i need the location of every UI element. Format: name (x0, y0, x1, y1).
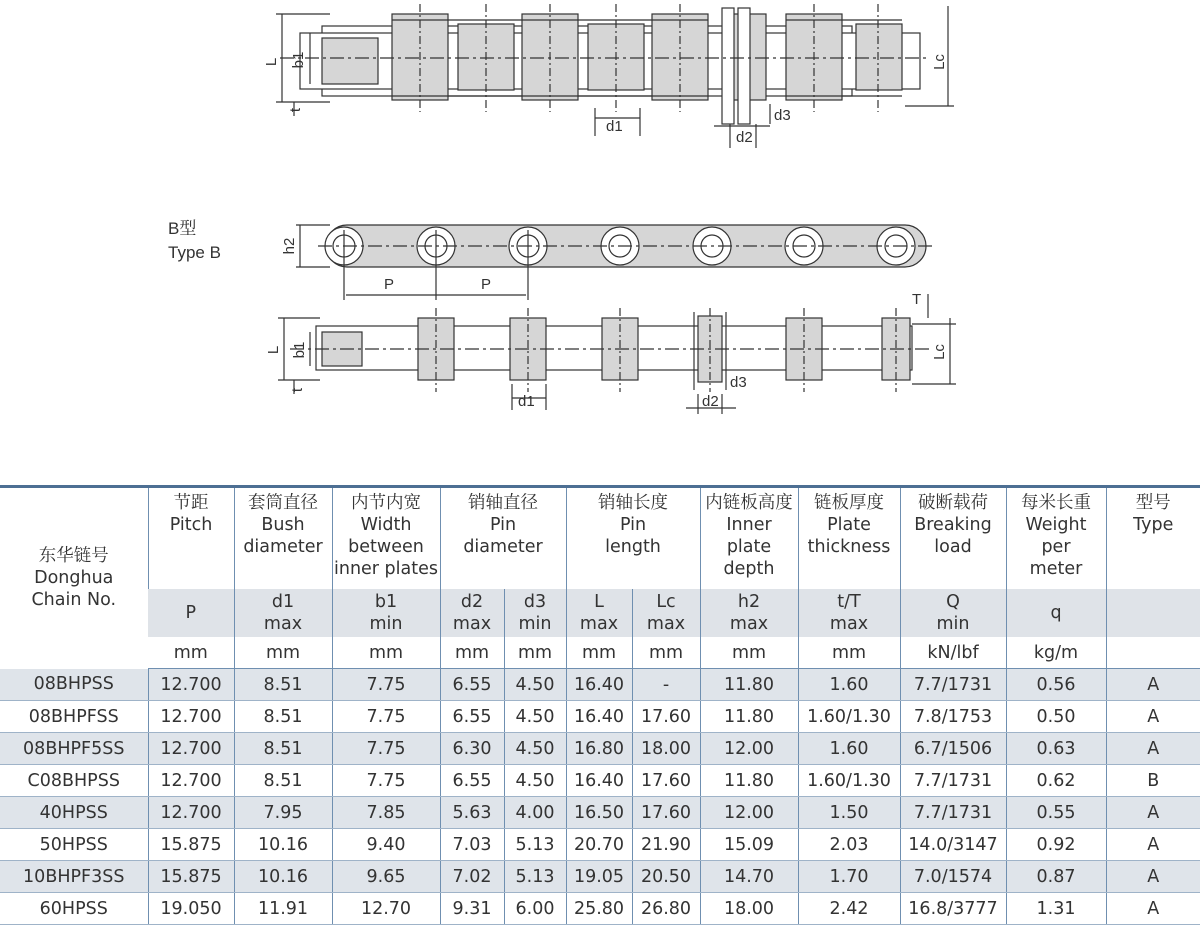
cell-type: A (1106, 829, 1200, 861)
col-inner-width: 内节内宽 Width between inner plates (332, 487, 440, 589)
cell-breaking-load-Q: 7.0/1574 (900, 861, 1006, 893)
cell-plate-h2: 11.80 (700, 765, 798, 797)
cell-thickness-tT: 2.42 (798, 893, 900, 925)
cell-type: A (1106, 797, 1200, 829)
table-row (0, 669, 1200, 701)
cell-pin-Lc: 17.60 (632, 765, 700, 797)
cell-pin-d2: 9.31 (440, 893, 504, 925)
cell-bush-d1: 7.95 (234, 797, 332, 829)
dim-L: L (263, 57, 280, 67)
col-weight-per-meter: 每米长重 Weight per meter (1006, 487, 1106, 589)
cell-weight-q: 0.55 (1006, 797, 1106, 829)
cell-weight-q: 1.31 (1006, 893, 1106, 925)
sym-q: q (1006, 589, 1106, 638)
cell-chain-no: 08BHPSS (0, 669, 148, 701)
sym-h2: h2 max (700, 589, 798, 638)
cell-pin-d3: 6.00 (504, 893, 566, 925)
col-breaking-load: 破断载荷 Breaking load (900, 487, 1006, 589)
header-row-symbols (0, 589, 1200, 638)
table-row (0, 701, 1200, 733)
col-inner-plate-depth: 内链板高度 Inner plate depth (700, 487, 798, 589)
cell-pin-d2: 7.03 (440, 829, 504, 861)
table-row (0, 829, 1200, 861)
dim-t: t (287, 107, 304, 113)
header-row-units (0, 637, 1200, 669)
cell-chain-no: 08BHPF5SS (0, 733, 148, 765)
chain-spec-table (0, 485, 1200, 925)
cell-pin-Lc: 17.60 (632, 701, 700, 733)
col-pin-diameter: 销轴直径 Pin diameter (440, 487, 566, 589)
cell-width-b1: 9.40 (332, 829, 440, 861)
cell-pin-L: 16.50 (566, 797, 632, 829)
dim-d3-b: d3 (730, 374, 747, 391)
cell-breaking-load-Q: 6.7/1506 (900, 733, 1006, 765)
cell-thickness-tT: 2.03 (798, 829, 900, 861)
cell-type: A (1106, 893, 1200, 925)
cell-bush-d1: 10.16 (234, 829, 332, 861)
unit-tT: mm (798, 637, 900, 669)
cell-pitch: 15.875 (148, 829, 234, 861)
dim-h2: h2 (281, 237, 298, 255)
cell-breaking-load-Q: 16.8/3777 (900, 893, 1006, 925)
cell-thickness-tT: 1.60/1.30 (798, 701, 900, 733)
unit-d3: mm (504, 637, 566, 669)
cell-breaking-load-Q: 14.0/3147 (900, 829, 1006, 861)
cell-pitch: 12.700 (148, 701, 234, 733)
cell-pin-L: 16.40 (566, 701, 632, 733)
cell-type: A (1106, 669, 1200, 701)
dim-d3: d3 (774, 107, 791, 124)
type-b-title-cn: B型 (168, 219, 197, 238)
cell-plate-h2: 11.80 (700, 701, 798, 733)
cell-pin-d3: 4.00 (504, 797, 566, 829)
cell-thickness-tT: 1.60 (798, 669, 900, 701)
dim-d2-b: d2 (702, 393, 719, 410)
cell-width-b1: 7.75 (332, 669, 440, 701)
unit-d2: mm (440, 637, 504, 669)
sym-pitch: P (148, 589, 234, 638)
cell-pin-d2: 6.55 (440, 765, 504, 797)
cell-plate-h2: 12.00 (700, 733, 798, 765)
cell-width-b1: 7.85 (332, 797, 440, 829)
unit-q: kg/m (1006, 637, 1106, 669)
dim-b1-b: b1 (291, 341, 308, 359)
cell-chain-no: 08BHPFSS (0, 701, 148, 733)
cell-bush-d1: 8.51 (234, 733, 332, 765)
cell-type: A (1106, 861, 1200, 893)
cell-weight-q: 0.50 (1006, 701, 1106, 733)
cell-chain-no: 60HPSS (0, 893, 148, 925)
cell-pin-d3: 4.50 (504, 701, 566, 733)
cell-plate-h2: 12.00 (700, 797, 798, 829)
cell-weight-q: 0.92 (1006, 829, 1106, 861)
cell-width-b1: 7.75 (332, 701, 440, 733)
cell-pin-Lc: 17.60 (632, 797, 700, 829)
col-pin-length: 销轴长度 Pin length (566, 487, 700, 589)
header-row-names (0, 487, 1200, 589)
sym-tT: t/T max (798, 589, 900, 638)
cell-bush-d1: 8.51 (234, 765, 332, 797)
cell-width-b1: 12.70 (332, 893, 440, 925)
cell-breaking-load-Q: 7.7/1731 (900, 669, 1006, 701)
type-b-title-en: Type B (168, 243, 221, 262)
cell-plate-h2: 18.00 (700, 893, 798, 925)
cell-pin-L: 25.80 (566, 893, 632, 925)
cell-weight-q: 0.63 (1006, 733, 1106, 765)
cell-pin-L: 20.70 (566, 829, 632, 861)
col-type: 型号 Type (1106, 487, 1200, 589)
cell-bush-d1: 10.16 (234, 861, 332, 893)
type-b-top-view (278, 294, 956, 414)
cell-pin-L: 16.80 (566, 733, 632, 765)
sym-d2: d2 max (440, 589, 504, 638)
cell-pin-Lc: 26.80 (632, 893, 700, 925)
dim-d1-b: d1 (518, 393, 535, 410)
unit-width: mm (332, 637, 440, 669)
dim-Lc: Lc (931, 54, 948, 70)
cell-pitch: 15.875 (148, 861, 234, 893)
cell-weight-q: 0.56 (1006, 669, 1106, 701)
sym-d3: d3 min (504, 589, 566, 638)
cell-width-b1: 7.75 (332, 765, 440, 797)
table-row (0, 797, 1200, 829)
cell-pin-Lc: 18.00 (632, 733, 700, 765)
cell-breaking-load-Q: 7.7/1731 (900, 797, 1006, 829)
cell-plate-h2: 15.09 (700, 829, 798, 861)
cell-pin-Lc: - (632, 669, 700, 701)
cell-thickness-tT: 1.60 (798, 733, 900, 765)
cell-pin-L: 19.05 (566, 861, 632, 893)
cell-bush-d1: 11.91 (234, 893, 332, 925)
cell-width-b1: 7.75 (332, 733, 440, 765)
cell-plate-h2: 11.80 (700, 669, 798, 701)
dim-L-b: L (265, 345, 282, 355)
cell-pitch: 12.700 (148, 669, 234, 701)
dim-pitch-1: P (384, 276, 395, 293)
cell-pin-d3: 4.50 (504, 733, 566, 765)
unit-type (1106, 637, 1200, 669)
sym-bush: d1 max (234, 589, 332, 638)
cell-pitch: 12.700 (148, 797, 234, 829)
cell-pitch: 19.050 (148, 893, 234, 925)
cell-type: A (1106, 701, 1200, 733)
cell-pin-d2: 7.02 (440, 861, 504, 893)
unit-Q: kN/lbf (900, 637, 1006, 669)
col-pitch: 节距 Pitch (148, 487, 234, 589)
sym-Q: Q min (900, 589, 1006, 638)
dim-T-b: T (912, 291, 922, 308)
cell-pin-L: 16.40 (566, 765, 632, 797)
cell-pitch: 12.700 (148, 765, 234, 797)
dim-pitch-2: P (481, 276, 492, 293)
table-row (0, 733, 1200, 765)
unit-pitch: mm (148, 637, 234, 669)
sym-L: L max (566, 589, 632, 638)
cell-pin-d2: 6.55 (440, 669, 504, 701)
cell-pin-d2: 6.30 (440, 733, 504, 765)
cell-chain-no: 10BHPF3SS (0, 861, 148, 893)
sym-Lc: Lc max (632, 589, 700, 638)
cell-weight-q: 0.87 (1006, 861, 1106, 893)
cell-thickness-tT: 1.60/1.30 (798, 765, 900, 797)
cell-type: A (1106, 733, 1200, 765)
table-row (0, 893, 1200, 925)
cell-pin-d3: 4.50 (504, 765, 566, 797)
cell-thickness-tT: 1.70 (798, 861, 900, 893)
cell-pin-d2: 5.63 (440, 797, 504, 829)
cell-breaking-load-Q: 7.7/1731 (900, 765, 1006, 797)
cell-breaking-load-Q: 7.8/1753 (900, 701, 1006, 733)
cell-pin-d3: 5.13 (504, 829, 566, 861)
sym-width: b1 min (332, 589, 440, 638)
table-body (0, 669, 1200, 925)
unit-L: mm (566, 637, 632, 669)
cell-pin-Lc: 21.90 (632, 829, 700, 861)
col-bush-diameter: 套筒直径 Bush diameter (234, 487, 332, 589)
dim-Lc-b: Lc (931, 344, 948, 360)
sym-type (1106, 589, 1200, 638)
dim-b1: b1 (290, 51, 307, 69)
col-chain-no: 东华链号 Donghua Chain No. (0, 487, 148, 669)
dim-t-b: t (289, 387, 306, 393)
cell-pin-Lc: 20.50 (632, 861, 700, 893)
table-row (0, 861, 1200, 893)
cell-weight-q: 0.62 (1006, 765, 1106, 797)
col-plate-thickness: 链板厚度 Plate thickness (798, 487, 900, 589)
dim-d1: d1 (606, 118, 623, 135)
unit-Lc: mm (632, 637, 700, 669)
cell-thickness-tT: 1.50 (798, 797, 900, 829)
cell-pin-d3: 4.50 (504, 669, 566, 701)
cell-width-b1: 9.65 (332, 861, 440, 893)
cell-chain-no: 40HPSS (0, 797, 148, 829)
unit-bush: mm (234, 637, 332, 669)
table-row (0, 765, 1200, 797)
cell-pin-d2: 6.55 (440, 701, 504, 733)
cell-pitch: 12.700 (148, 733, 234, 765)
cell-plate-h2: 14.70 (700, 861, 798, 893)
cell-pin-d3: 5.13 (504, 861, 566, 893)
cell-bush-d1: 8.51 (234, 701, 332, 733)
unit-h2: mm (700, 637, 798, 669)
cell-pin-L: 16.40 (566, 669, 632, 701)
cell-type: B (1106, 765, 1200, 797)
cell-chain-no: C08BHPSS (0, 765, 148, 797)
cell-chain-no: 50HPSS (0, 829, 148, 861)
dim-d2: d2 (736, 129, 753, 146)
cell-bush-d1: 8.51 (234, 669, 332, 701)
